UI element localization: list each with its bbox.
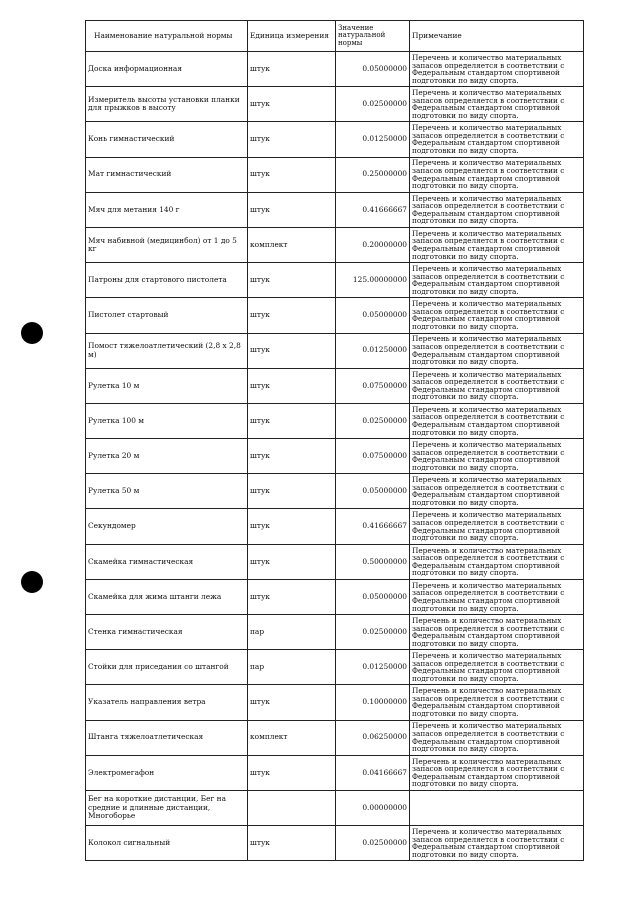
cell-note: Перечень и количество материальных запасов определяется в соответствии с Федеральным стандартом спортивной подготовки по виду спорта. [410,474,584,509]
cell-name: Скамейка для жима штанги лежа [86,579,248,614]
cell-name: Измеритель высоты установки планки для прыжков в высоту [86,87,248,122]
table-row [86,333,584,368]
cell-name: Скамейка гимнастическая [86,544,248,579]
table-row [86,52,584,87]
cell-name: Бег на короткие дистанции, Бег на средние и длинные дистанции, Многоборье [86,790,248,825]
cell-unit: штук [248,474,336,509]
cell-unit: штук [248,368,336,403]
cell-note: Перечень и количество материальных запасов определяется в соответствии с Федеральным стандартом спортивной подготовки по виду спорта. [410,509,584,544]
table-row [86,790,584,825]
cell-unit: штук [248,755,336,790]
table-row [86,157,584,192]
cell-name: Секундомер [86,509,248,544]
cell-value: 0.01250000 [336,650,410,685]
cell-unit: штук [248,87,336,122]
table-row [86,298,584,333]
cell-value: 0.04166667 [336,755,410,790]
cell-note: Перечень и количество материальных запасов определяется в соответствии с Федеральным стандартом спортивной подготовки по виду спорта. [410,52,584,87]
cell-unit: штук [248,192,336,227]
cell-name: Рулетка 50 м [86,474,248,509]
cell-note: Перечень и количество материальных запасов определяется в соответствии с Федеральным стандартом спортивной подготовки по виду спорта. [410,263,584,298]
cell-value: 0.41666667 [336,509,410,544]
cell-name: Рулетка 100 м [86,403,248,438]
cell-value: 0.00000000 [336,790,410,825]
cell-value: 0.01250000 [336,122,410,157]
table-row [86,615,584,650]
cell-value: 0.20000000 [336,227,410,262]
cell-unit: штук [248,263,336,298]
table-row [86,227,584,262]
cell-note: Перечень и количество материальных запасов определяется в соответствии с Федеральным стандартом спортивной подготовки по виду спорта. [410,368,584,403]
table-header [86,21,584,52]
cell-note: Перечень и количество материальных запасов определяется в соответствии с Федеральным стандартом спортивной подготовки по виду спорта. [410,685,584,720]
cell-value: 0.01250000 [336,333,410,368]
norms-table [85,20,584,861]
cell-value: 0.25000000 [336,157,410,192]
punch-hole-mark [21,571,43,593]
cell-name: Стойки для приседания со штангой [86,650,248,685]
cell-note: Перечень и количество материальных запасов определяется в соответствии с Федеральным стандартом спортивной подготовки по виду спорта. [410,87,584,122]
cell-unit [248,790,336,825]
header-unit: Единица измерения [248,21,336,52]
cell-unit: комплект [248,227,336,262]
table-row [86,368,584,403]
table-row [86,403,584,438]
cell-value: 0.02500000 [336,87,410,122]
cell-value: 0.10000000 [336,685,410,720]
cell-unit: комплект [248,720,336,755]
table-row [86,826,584,861]
cell-note: Перечень и количество материальных запасов определяется в соответствии с Федеральным стандартом спортивной подготовки по виду спорта. [410,298,584,333]
cell-unit: штук [248,685,336,720]
table-row [86,650,584,685]
cell-note: Перечень и количество материальных запасов определяется в соответствии с Федеральным стандартом спортивной подготовки по виду спорта. [410,333,584,368]
table-row [86,263,584,298]
cell-note: Перечень и количество материальных запасов определяется в соответствии с Федеральным стандартом спортивной подготовки по виду спорта. [410,544,584,579]
cell-name: Пистолет стартовый [86,298,248,333]
cell-value: 0.07500000 [336,439,410,474]
cell-name: Штанга тяжелоатлетическая [86,720,248,755]
cell-unit: штук [248,579,336,614]
cell-note: Перечень и количество материальных запасов определяется в соответствии с Федеральным стандартом спортивной подготовки по виду спорта. [410,122,584,157]
cell-value: 0.41666667 [336,192,410,227]
cell-value: 0.05000000 [336,298,410,333]
table-body [86,52,584,861]
header-name: Наименование натуральной нормы [86,21,248,52]
cell-note: Перечень и количество материальных запасов определяется в соответствии с Федеральным стандартом спортивной подготовки по виду спорта. [410,439,584,474]
table-row [86,509,584,544]
cell-value: 0.07500000 [336,368,410,403]
cell-note: Перечень и количество материальных запасов определяется в соответствии с Федеральным стандартом спортивной подготовки по виду спорта. [410,650,584,685]
cell-value: 0.02500000 [336,615,410,650]
cell-note: Перечень и количество материальных запасов определяется в соответствии с Федеральным стандартом спортивной подготовки по виду спорта. [410,192,584,227]
cell-unit: штук [248,403,336,438]
header-value: Значение натуральной нормы [336,21,410,52]
cell-note: Перечень и количество материальных запасов определяется в соответствии с Федеральным стандартом спортивной подготовки по виду спорта. [410,755,584,790]
cell-name: Патроны для стартового пистолета [86,263,248,298]
table-row [86,439,584,474]
table-row [86,579,584,614]
cell-name: Рулетка 20 м [86,439,248,474]
cell-name: Мат гимнастический [86,157,248,192]
table-row [86,192,584,227]
cell-note: Перечень и количество материальных запасов определяется в соответствии с Федеральным стандартом спортивной подготовки по виду спорта. [410,720,584,755]
cell-unit: штук [248,509,336,544]
cell-value: 0.50000000 [336,544,410,579]
punch-hole-mark [21,322,43,344]
cell-note [410,790,584,825]
cell-note: Перечень и количество материальных запасов определяется в соответствии с Федеральным стандартом спортивной подготовки по виду спорта. [410,826,584,861]
cell-unit: пар [248,615,336,650]
table-row [86,755,584,790]
cell-value: 0.05000000 [336,474,410,509]
cell-note: Перечень и количество материальных запасов определяется в соответствии с Федеральным стандартом спортивной подготовки по виду спорта. [410,227,584,262]
cell-value: 0.06250000 [336,720,410,755]
header-note: Примечание [410,21,584,52]
cell-unit: штук [248,826,336,861]
table-row [86,720,584,755]
cell-value: 0.05000000 [336,579,410,614]
table-row [86,685,584,720]
cell-note: Перечень и количество материальных запасов определяется в соответствии с Федеральным стандартом спортивной подготовки по виду спорта. [410,157,584,192]
cell-unit: штук [248,439,336,474]
cell-value: 0.02500000 [336,826,410,861]
cell-name: Электромегафон [86,755,248,790]
cell-name: Рулетка 10 м [86,368,248,403]
cell-note: Перечень и количество материальных запасов определяется в соответствии с Федеральным стандартом спортивной подготовки по виду спорта. [410,579,584,614]
cell-value: 0.02500000 [336,403,410,438]
table-row [86,474,584,509]
cell-value: 0.05000000 [336,52,410,87]
cell-name: Колокол сигнальный [86,826,248,861]
cell-note: Перечень и количество материальных запасов определяется в соответствии с Федеральным стандартом спортивной подготовки по виду спорта. [410,403,584,438]
cell-unit: штук [248,333,336,368]
cell-unit: штук [248,157,336,192]
table-row [86,122,584,157]
cell-name: Конь гимнастический [86,122,248,157]
cell-name: Помост тяжелоатлетический (2,8 х 2,8 м) [86,333,248,368]
table-row [86,544,584,579]
cell-name: Доска информационная [86,52,248,87]
cell-value: 125.00000000 [336,263,410,298]
cell-unit: штук [248,122,336,157]
cell-note: Перечень и количество материальных запасов определяется в соответствии с Федеральным стандартом спортивной подготовки по виду спорта. [410,615,584,650]
cell-unit: штук [248,52,336,87]
cell-unit: штук [248,298,336,333]
table-row [86,87,584,122]
cell-name: Мяч для метания 140 г [86,192,248,227]
cell-name: Стенка гимнастическая [86,615,248,650]
cell-unit: штук [248,544,336,579]
cell-name: Указатель направления ветра [86,685,248,720]
cell-unit: пар [248,650,336,685]
cell-name: Мяч набивной (медицинбол) от 1 до 5 кг [86,227,248,262]
